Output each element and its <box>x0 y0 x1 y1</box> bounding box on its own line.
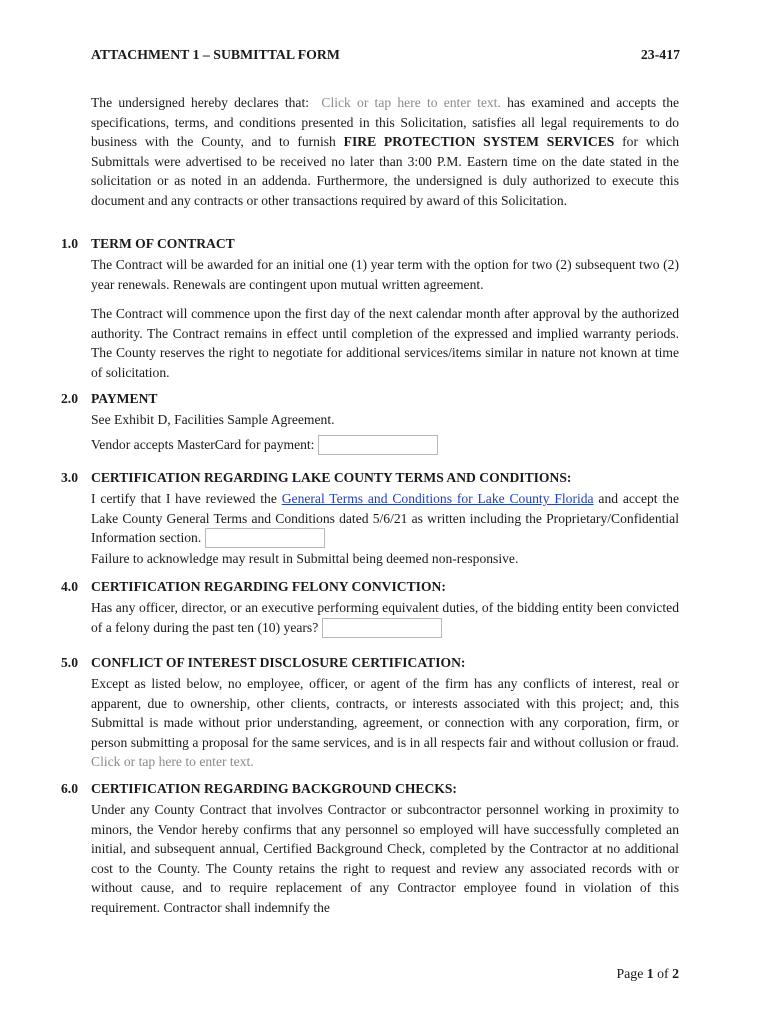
name-entry-field[interactable]: Click or tap here to enter text. <box>321 95 501 110</box>
background-paragraph: Under any County Contract that involves Contractor or subcontractor personnel working in proximity to minors, the Vendor hereby confirms that any personnel so employed will have successfully completed an initial, and subsequent annual, Certified Background Check, completed by the Contractor at no additional cost to the County. The County retains the right to request and review any associated records with or without cause, and to require replacement of any Contractor employee found in violation of this requirement. Contractor shall indemnify the <box>91 802 679 915</box>
section-heading-felony: 4.0 CERTIFICATION REGARDING FELONY CONVICTION: <box>61 579 446 594</box>
terms-warning: Failure to acknowledge may result in Submittal being deemed non-responsive. <box>91 551 519 566</box>
payment-paragraph-1: See Exhibit D, Facilities Sample Agreement. <box>91 412 335 427</box>
form-title: ATTACHMENT 1 – SUBMITTAL FORM <box>91 47 340 62</box>
terms-acknowledge-input[interactable] <box>205 528 325 548</box>
page-number: Page 1 of 2 <box>616 966 679 981</box>
service-name: FIRE PROTECTION SYSTEM SERVICES <box>343 134 615 149</box>
payment-mastercard-line: Vendor accepts MasterCard for payment: <box>91 435 679 455</box>
section-heading-background: 6.0 CERTIFICATION REGARDING BACKGROUND CHECKS: <box>61 781 457 796</box>
intro-paragraph: The undersigned hereby declares that: Click or tap here to enter text. has examined and accepts the specifications, terms, and conditions presented in this Solicitation, satisfies all legal requirements to do business with the County, and to furnish FIRE PROTECTION SYSTEM SERVICES for which Submittals were advertised to be received no later than 3:00 P.M. Eastern time on the date stated in the solicitation or as noted in an addenda. Furthermore, the undersigned is duly authorized to execute this document and any contracts or other transactions required by award of this Solicitation. <box>91 95 680 208</box>
felony-answer-input[interactable] <box>322 618 442 638</box>
felony-paragraph: Has any officer, director, or an executive performing equivalent duties, of the bidding entity been convicted of a felony during the past ten (10) years? <box>91 598 679 638</box>
document-header <box>91 47 680 63</box>
section-heading-term: 1.0 TERM OF CONTRACT <box>61 236 235 251</box>
terms-certification-paragraph: I certify that I have reviewed the General Terms and Conditions for Lake County Florida and accept the Lake County General Terms and Conditions dated 5/6/21 as written including the Proprietary/Confidential Information section. <box>91 489 679 548</box>
solicitation-number: 23-417 <box>640 47 680 62</box>
conflict-paragraph: Except as listed below, no employee, officer, or agent of the firm has any conflicts of interest, real or apparent, due to ownership, other clients, contracts, or interests associated with this project; and, this Submittal is made without prior understanding, agreement, or connection with any corporation, firm, or person submitting a proposal for the same services, and is in all respects fair and without collusion or fraud. Click or tap here to enter text. <box>91 676 679 769</box>
term-paragraph-2: The Contract will commence upon the first day of the next calendar month after approval by the authorized authority. The Contract remains in effect until completion of the expressed and implied warranty periods. The County reserves the right to negotiate for additional services/items similar in nature not known at time of solicitation. <box>91 306 679 380</box>
general-terms-link[interactable]: General Terms and Conditions for Lake County Florida <box>281 491 594 506</box>
section-heading-payment: 2.0 PAYMENT <box>61 391 158 406</box>
mastercard-input[interactable] <box>318 435 438 455</box>
term-paragraph-1: The Contract will be awarded for an initial one (1) year term with the option for two (2) subsequent two (2) year renewals. Renewals are contingent upon mutual written agreement. <box>91 257 679 292</box>
section-heading-conflict: 5.0 CONFLICT OF INTEREST DISCLOSURE CERTIFICATION: <box>61 655 466 670</box>
section-heading-terms-certification: 3.0 CERTIFICATION REGARDING LAKE COUNTY TERMS AND CONDITIONS: <box>61 470 572 485</box>
conflict-disclosure-field[interactable]: Click or tap here to enter text. <box>91 754 254 769</box>
